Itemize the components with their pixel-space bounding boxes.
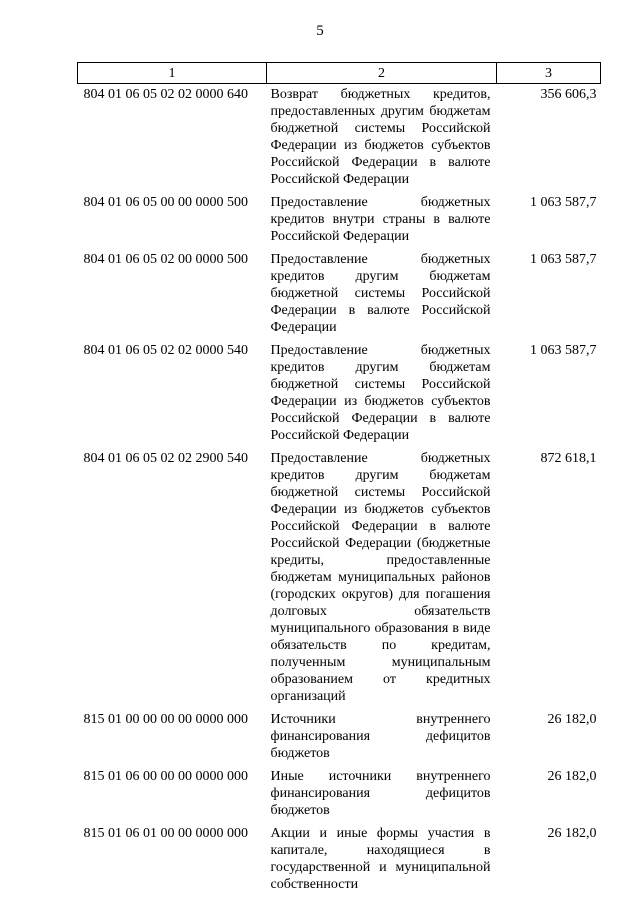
table-row <box>78 340 601 448</box>
row-code: 804 01 06 05 02 02 2900 540 <box>83 451 248 466</box>
row-amount: 26 182,0 <box>547 826 597 841</box>
table-header-row <box>78 63 601 84</box>
table-row <box>78 84 601 193</box>
row-description: Предоставление бюджетных кредитов другим бюджетам бюджетной системы Российской Федерации в валюте Российской Федерации <box>270 252 491 335</box>
row-code: 804 01 06 05 02 02 0000 640 <box>83 87 248 102</box>
row-description: Акции и иные формы участия в капитале, находящиеся в государственной и муниципальной собственности <box>270 826 491 892</box>
row-description: Предоставление бюджетных кредитов другим бюджетам бюджетной системы Российской Федерации из бюджетов субъектов Российской Федерации в валюте Российской Федерации (бюджетные кредиты, предоставленные бюджетам муниципальных районов (городских округов) для погашения долговых обязательств муниципального образования в виде обязательств по кредитам, полученным муниципальным образованием от кредитных организаций <box>270 451 491 704</box>
budget-sources-table <box>77 62 601 897</box>
row-code: 804 01 06 05 02 02 0000 540 <box>83 343 248 358</box>
table-row <box>78 766 601 823</box>
row-description: Иные источники внутреннего финансирования дефицитов бюджетов <box>270 769 491 818</box>
row-amount: 26 182,0 <box>547 769 597 784</box>
table-row <box>78 823 601 897</box>
row-amount: 26 182,0 <box>547 712 597 727</box>
row-description: Источники внутреннего финансирования дефицитов бюджетов <box>270 712 491 761</box>
table-row <box>78 448 601 709</box>
row-amount: 1 063 587,7 <box>530 343 597 358</box>
column-header-amount: 3 <box>497 63 601 84</box>
row-description: Предоставление бюджетных кредитов внутри страны в валюте Российской Федерации <box>270 195 491 244</box>
column-header-code: 1 <box>78 63 267 84</box>
row-amount: 872 618,1 <box>540 451 597 466</box>
row-description: Предоставление бюджетных кредитов другим бюджетам бюджетной системы Российской Федерации из бюджетов субъектов Российской Федерации в валюте Российской Федерации <box>270 343 491 443</box>
row-code: 815 01 06 00 00 00 0000 000 <box>83 769 248 784</box>
table-row <box>78 249 601 340</box>
page-number: 5 <box>316 23 324 39</box>
table-row <box>78 192 601 249</box>
column-header-description: 2 <box>267 63 497 84</box>
row-amount: 1 063 587,7 <box>530 252 597 267</box>
row-description: Возврат бюджетных кредитов, предоставленных другим бюджетам бюджетной системы Российской Федерации из бюджетов субъектов Российской Федерации в валюте Российской Федерации <box>270 87 491 187</box>
row-code: 804 01 06 05 00 00 0000 500 <box>83 195 248 210</box>
row-amount: 1 063 587,7 <box>530 195 597 210</box>
row-amount: 356 606,3 <box>540 87 597 102</box>
row-code: 804 01 06 05 02 00 0000 500 <box>83 252 248 267</box>
row-code: 815 01 00 00 00 00 0000 000 <box>83 712 248 727</box>
row-code: 815 01 06 01 00 00 0000 000 <box>83 826 248 841</box>
table-row <box>78 709 601 766</box>
